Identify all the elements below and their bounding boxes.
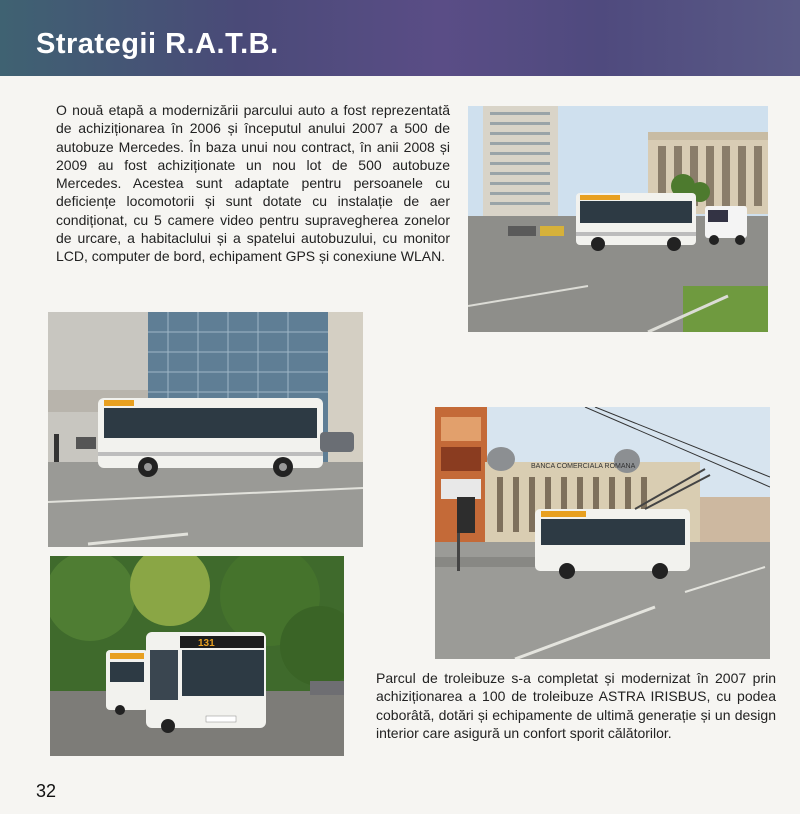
page-number: 32 — [36, 781, 57, 801]
photo-trolleybus-bcr — [435, 407, 770, 659]
photo-buses-tree-street — [50, 556, 344, 756]
page-header — [0, 0, 800, 76]
photo-bus-glass-building — [48, 312, 363, 547]
bus-route-number: 131 — [198, 638, 215, 649]
bank-sign-text: BANCA COMERCIALA ROMANA — [531, 463, 636, 470]
intro-paragraph: O nouă etapă a modernizării parcului auto a fost reprezentată de achiziționarea în 2006 și începutul anului 2007 a 500 de autobuze Mercedes. În baza unui nou contract, în anii 2008 și 2009 au fost achiziționate un nou lot de 500 autobuze Mercedes. Acestea sunt adaptate pentru persoanele cu deficiențe locomotorii și sunt dotate cu instalație de aer condiționat, cu 5 camere video pentru supravegherea zonelor de urcare, a habitaclului și a spatelui autobuzului, cu monitor LCD, computer de bord, echipament GPS și conexiune WLAN. — [56, 102, 450, 265]
page-title: Strategii R.A.T.B. — [36, 28, 279, 60]
photo-bus-hotel-square — [468, 106, 768, 332]
trolleybus-paragraph: Parcul de troleibuze s-a completat și modernizat în 2007 prin achiziționarea a 100 de troleibuze ASTRA IRISBUS, cu podea coborâtă, dotări și echipamente de ultimă generație și un design interior care asigură un confort sporit călătorilor. — [376, 670, 776, 741]
